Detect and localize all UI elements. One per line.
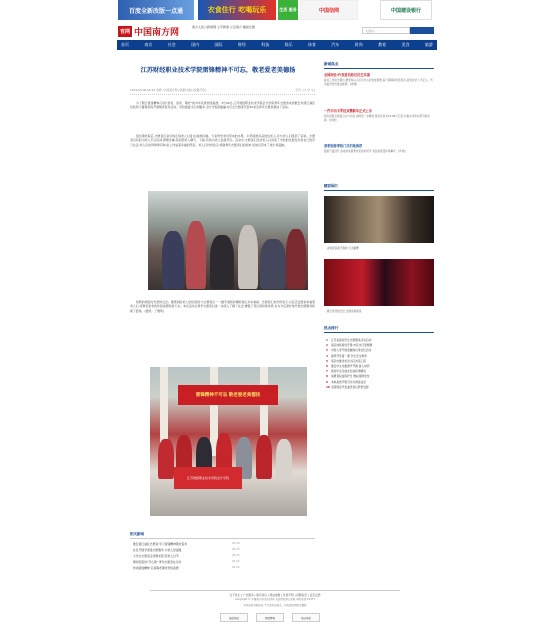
nav-item[interactable]: 社会 (167, 42, 176, 47)
related-news-date: 03-24 (232, 554, 240, 558)
ranking-item[interactable]: 3 中国人寿开展金融知识进社区活动 (326, 348, 372, 353)
article-title: 江苏财经职业技术学院雷锋精神不可忘，敬老爱老美德扬 (140, 67, 296, 74)
related-news-item[interactable]: 大学生志愿者走进敬老院 陪老人过节 (133, 554, 179, 559)
top-banner-ad-2[interactable]: 衣食住行 吃喝玩乐 (198, 0, 276, 20)
top-banner-ad-3[interactable]: 生活 服务 (278, 0, 298, 20)
related-news-item[interactable]: 敬老院里的"开心果" 青年志愿者在行动 (133, 560, 182, 565)
related-news-date: 03-22 (232, 560, 240, 564)
sidebar-headline[interactable]: 全国两会:代表委员热议民生实事 (324, 73, 370, 77)
ranking-item[interactable]: 2 南京地铁新线开通 市民出行更便捷 (326, 343, 373, 348)
ranking-item[interactable]: 1 江苏省高校学生志愿服务活动启动 (326, 338, 372, 342)
article-paragraph: 到达敬老院后,志愿者们亲切地走到老人们身边,嘘寒问暖。大家纷纷拿出带来的水果、牛奶等慰问品送给老人,并与老人们唠起了家常。志愿者们有的为老人打扫房间,整理床铺,有的陪老人聊天、下棋,有的为老人表演节目。活动中,志愿者们还给老人们讲述了学校的发展变化和自己的学习生活,老人们听得津津有味,脸上洋溢着幸福的笑容。老人们纷纷表示,感谢青年志愿者们的到来,给他们带来了欢乐和温暖。 (130, 134, 315, 147)
related-news-item[interactable]: 淮安清江浦区志愿者:学习雷锋精神敬老爱老 (133, 542, 188, 546)
ranking-item[interactable]: 5 南京市推进老旧小区改造工程 (326, 358, 366, 363)
article-paragraph: 为了践行雷锋精神,弘扬"雷老、爱老、敬老"的中华民族传统美德。3月26日,江苏财经职业技术学院会计学院青年志愿者来到淮安市清江浦区民政局下属敬老院开展敬老爱老活动。学校团委书记刘雁华,会计学院团委副书记及志愿者代表30余名青年志愿者参加了活动。 (130, 101, 315, 110)
sidebar-photo-2[interactable] (324, 259, 434, 306)
font-size-controls[interactable]: 字号: [大 中 小] (295, 88, 315, 92)
hot-ranking-list (326, 338, 434, 390)
site-slogan: 南方人民公新闻网 立平新闻 立足南方 辐射全国 (192, 25, 255, 29)
photo-banner-text-2: 江苏财经职业技术学院会计学院 (174, 467, 242, 489)
nav-item[interactable]: 汽车 (331, 42, 340, 47)
top-banner-ad-5[interactable]: 中国建设银行 (380, 0, 432, 20)
footer-badge-report[interactable]: 违法举报 (292, 613, 320, 622)
related-news-date: 03-20 (232, 566, 240, 570)
related-news-list (133, 541, 243, 571)
ranking-item[interactable]: 8 消费者权益保护日 维权案例发布 (326, 374, 370, 379)
footer-links[interactable]: 关于我们 | 广告服务 | 联系我们 | 网站地图 | 免责声明 | 招聘信息 | 意见反馈 (150, 590, 400, 597)
sidebar-summary: 政府工作报告提出,要坚持以人民为中心的发展思想,着力保障和改善民生,促进社会公平正义。代表委员纷纷建言献策。[详细] (324, 79, 433, 86)
sidebar-heading-news: 新闻焦点 (324, 62, 434, 69)
related-news-date: 03-25 (232, 548, 240, 552)
nav-item[interactable]: 财经 (237, 42, 246, 47)
article-paragraph: 短暂的相处时光很快过去。要离别的老人依依惜别,与志愿者们一一握手道别并嘱咐他们多来看看。志愿者们也纷纷表示,以后还会经常来看望老人们,将敬老爱老的传统美德传承下去。本次活动让青年志愿者们进一步深入了解了社会,增强了责任感和使命感,也为今后更好地开展志愿服务积累了经验。(通讯：丁雅利) (130, 300, 315, 313)
footer-disclaimer: 本网站所刊载信息,不代表本站观点。如有侵权请联系删除 (243, 604, 307, 607)
nav-item[interactable]: 国际 (214, 42, 223, 47)
article-meta (130, 88, 315, 95)
nav-item[interactable]: 美食 (401, 42, 410, 47)
sidebar-headline[interactable]: 一汽丰田卡罗拉双擎新车正式上市 (324, 109, 372, 113)
related-news-item[interactable]: 传承雷锋精神 弘扬尊老敬老传统美德 (133, 566, 179, 571)
nav-item[interactable]: 体育 (308, 42, 316, 47)
sidebar-heading-pictures: 精彩图片 (324, 184, 434, 191)
ranking-item[interactable]: 6 淮安市文化旅游节开幕 游人如织 (326, 364, 370, 369)
nav-item[interactable]: 国内 (191, 42, 200, 47)
sidebar-photo-caption[interactable]: ·春日赏花好去处 全国各地美景 (326, 310, 362, 313)
sidebar-photo-caption[interactable]: ·古城夜景美不胜收 灯火阑珊 (326, 247, 359, 250)
footer-badge-police[interactable]: 网络警察 (256, 613, 284, 622)
logo-badge: 官网 (118, 26, 132, 37)
ranking-item[interactable]: 4 春季开学第一课 学生安全教育 (326, 353, 367, 358)
nav-item[interactable]: 科技 (261, 42, 270, 47)
sidebar-summary: 随着气温回升,各地迎来踏青赏花的好时节,景区游客量持续攀升。[详细] (324, 150, 406, 153)
footer-copyright: Copyright © 中国南方网 版权所有 未经授权禁止转载 举报电话:12377 (235, 598, 315, 601)
related-news-item[interactable]: 社区开展学雷锋志愿服务 为老人送温暖 (133, 548, 182, 553)
ranking-item[interactable]: 9 本地美食节吸引众多游客品尝 (326, 379, 366, 384)
related-news-heading: 相关新闻 (130, 532, 315, 539)
photo-banner-text: 雷锋精神不可忘 敬老爱老美德扬 (178, 385, 278, 405)
sidebar-heading-ranking: 热点排行 (324, 326, 434, 333)
nav-item[interactable]: 首页 (121, 42, 129, 47)
article-photo-visit (148, 191, 308, 290)
related-news-dates (232, 541, 246, 571)
nav-item[interactable]: 旅游 (424, 42, 433, 47)
nav-item[interactable]: 娱乐 (284, 42, 293, 47)
search-input[interactable]: 关键词... (362, 27, 410, 34)
sidebar-headline[interactable]: 春季旅游季热门目的地推荐 (324, 144, 363, 148)
sidebar-summary: 新车搭载全新混合动力系统,油耗进一步降低,售价区间为13.98万元起,共推出多款车型可供选择。[详细] (324, 115, 430, 122)
article-photo-group (150, 367, 307, 516)
nav-item[interactable]: 南京 (144, 42, 153, 47)
article-source: 2019-03-08 08:16 来源: 中国南方网 [我要纠错] [我要打印] (130, 88, 207, 92)
related-news-date: 03-26 (232, 542, 240, 545)
main-nav (117, 40, 437, 50)
ranking-item[interactable]: 7 高校毕业生就业创业政策解读 (326, 369, 366, 374)
nav-item[interactable]: 教育 (378, 42, 387, 47)
nav-item[interactable]: 时尚 (354, 42, 363, 47)
site-logo[interactable] (118, 24, 190, 38)
logo-text: 中国南方网 (134, 27, 180, 38)
ranking-item[interactable]: 10全国两会代表委员热议教育发展 (326, 384, 369, 389)
search-button[interactable] (410, 27, 434, 34)
footer-badge-trust[interactable]: 诚信网站 (220, 613, 248, 622)
top-banner-ad-1[interactable]: 百度全新改版一点通 (118, 0, 194, 20)
top-banner-ad-4[interactable]: 中国信网 (300, 0, 358, 20)
sidebar-photo-1[interactable] (324, 196, 434, 243)
